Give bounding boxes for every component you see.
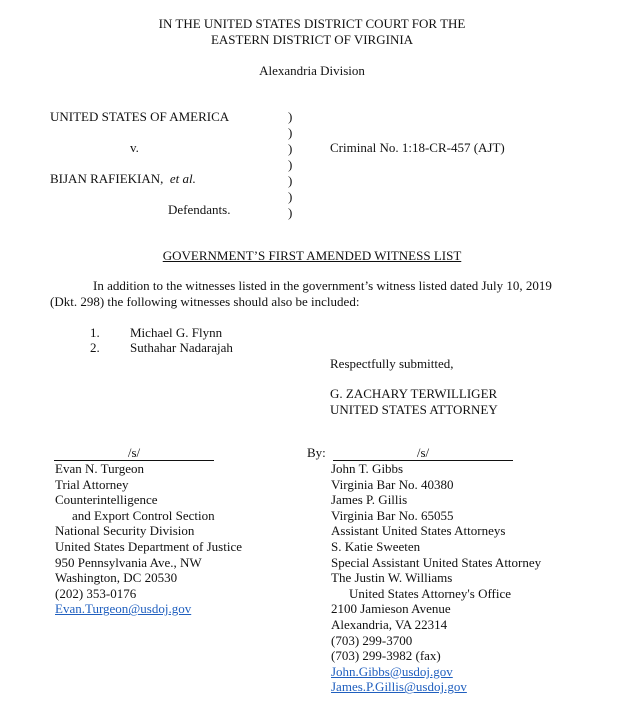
paren: ) [288,205,293,220]
left-signer-line: National Security Division [55,523,195,539]
right-signer-line: S. Katie Sweeten [331,538,421,554]
paren: ) [288,157,293,172]
by-label: By: [307,445,326,460]
defendant-suffix: et al. [169,171,196,186]
right-signer-line: (703) 299-3982 (fax) [331,648,441,664]
witness-number-2: 2. [90,340,100,355]
left-signature-line [54,445,214,461]
left-signature-block [55,461,242,617]
division: Alexandria Division [259,63,365,78]
right-signer-line: James P. Gillis [331,492,408,508]
right-signer-line: Special Assistant United States Attorney [331,554,542,570]
caption-parentheses [288,109,298,221]
defendants-label: Defendants. [168,202,231,217]
left-signer-line: Washington, DC 20530 [55,570,178,586]
left-signer-line: Counterintelligence [55,492,158,508]
attorney-name: G. ZACHARY TERWILLIGER [330,386,498,401]
court-name-line2: EASTERN DISTRICT OF VIRGINIA [210,32,414,47]
defendant-name: BIJAN RAFIEKIAN, [50,171,164,186]
left-signature: /s/ [54,446,214,461]
witness-name-2: Suthahar Nadarajah [130,340,233,355]
left-email-link[interactable]: Evan.Turgeon@usdoj.gov [55,601,192,617]
paren: ) [288,109,293,124]
witness-number-1: 1. [90,325,100,340]
left-signer-line: 950 Pennsylvania Ave., NW [55,554,202,570]
right-signer-line: Assistant United States Attorneys [331,523,506,539]
body-line2: (Dkt. 298) the following witnesses should also be included: [50,294,360,309]
right-signer-line: Virginia Bar No. 40380 [331,476,454,492]
right-email-link-gillis[interactable]: James.P.Gillis@usdoj.gov [331,679,467,695]
versus: v. [130,140,139,155]
paren: ) [288,189,293,204]
right-signature-block [331,461,541,695]
witness-name-1: Michael G. Flynn [130,325,223,340]
right-signature-line [307,445,513,461]
left-signer-name: Evan N. Turgeon [55,461,144,476]
respectfully-submitted: Respectfully submitted, [330,356,454,371]
plaintiff: UNITED STATES OF AMERICA [50,109,230,124]
body-line1: In addition to the witnesses listed in the government’s witness listed dated July 10, 2019 [93,278,552,293]
attorney-title: UNITED STATES ATTORNEY [330,402,498,417]
paren: ) [288,125,293,140]
defendant [50,171,196,187]
left-signer-line: (202) 353-0176 [55,585,137,601]
right-signer-line: Virginia Bar No. 65055 [331,507,454,523]
right-signer-line: The Justin W. Williams [331,570,453,586]
right-signer-line: (703) 299-3700 [331,632,413,648]
right-email-link-gibbs[interactable]: John.Gibbs@usdoj.gov [331,663,453,679]
document-title: GOVERNMENT’S FIRST AMENDED WITNESS LIST [162,248,462,263]
left-signer-line: and Export Control Section [72,507,215,523]
left-signer-line: United States Department of Justice [55,538,243,554]
paren: ) [288,173,293,188]
paren: ) [288,141,293,156]
court-name-line1: IN THE UNITED STATES DISTRICT COURT FOR THE [158,16,466,31]
right-signer-line: United States Attorney's Office [349,585,512,601]
right-signer-line: John T. Gibbs [331,461,404,476]
right-signature: /s/ [333,446,513,461]
right-signer-line: Alexandria, VA 22314 [331,616,448,632]
left-signer-line: Trial Attorney [55,476,129,492]
right-signer-line: 2100 Jamieson Avenue [331,601,451,617]
case-number: Criminal No. 1:18-CR-457 (AJT) [330,140,505,155]
